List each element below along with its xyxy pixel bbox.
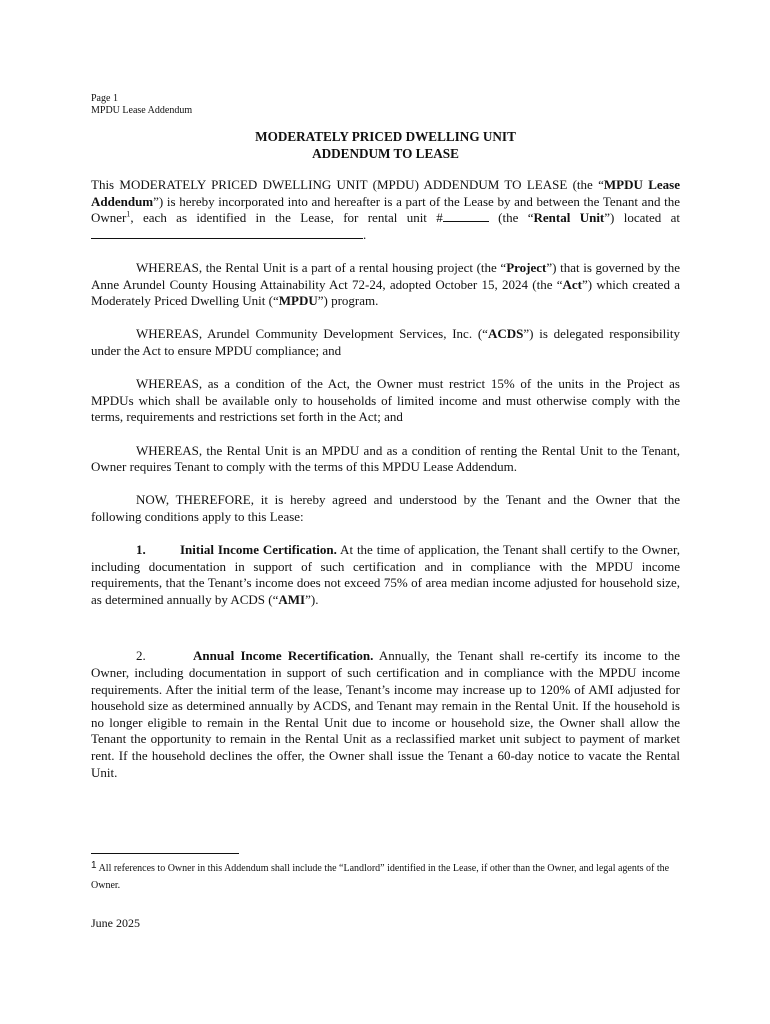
whereas-paragraph-4: WHEREAS, the Rental Unit is an MPDU and as a condition of renting the Rental Unit to the Tenant, Owner requires Tenant to comply with the terms of this MPDU Lease Addendum. [91,442,680,475]
rental-unit-address-blank[interactable] [91,227,363,239]
defined-term-project: Project [506,259,547,275]
defined-term-ami: AMI [278,591,306,607]
intro-text: (the “ [488,210,534,226]
intro-text: ”) located at [604,210,681,226]
intro-text: , each as identified in the Lease, for rental unit # [130,210,443,226]
defined-term-act: Act [562,276,583,292]
page-footer-date: June 2025 [91,916,140,930]
defined-term-rental-unit: Rental Unit [533,210,605,226]
intro-text: ”) is hereby incorporated into and hereafter is a part of the Lease by and between the Tenant and the Owner [91,193,680,226]
footnote-mark: 1 [91,860,97,871]
defined-term-mpdu: MPDU [278,293,318,309]
defined-term-mpdu-lease-addendum: MPDU Lease Addendum [91,177,680,209]
section-text: Annually, the Tenant shall re-certify its income to the Owner, including documentation in support of such certification and in compliance with the MPDU income requirements. After the initial term of the lease, Tenant’s income may increase up to 120% of AMI adjusted for household size as determined annually by ACDS, and Tenant may remain in the Rental Unit. If the household is no longer eligible to remain in the Rental Unit due to income or household size, the Owner shall allow the Tenant the opportunity to remain in the Rental Unit as a reclassified market unit subject to payment of market rent. If the household declines the offer, the Owner shall issue the Tenant a 60-day notice to vacate the Rental Unit. [91,648,680,780]
section-heading: Annual Income Recertification. [193,648,374,664]
section-text: At the time of application, the Tenant shall certify to the Owner, including documentation in support of such certification and in compliance with the MPDU income requirements, that the Tenant’s income does not exceed 75% of area median income adjusted for household size, as determined annually by ACDS (“ [91,542,680,607]
section-1-initial-income-certification [91,542,680,608]
page-number: Page 1 [91,93,118,104]
now-therefore-paragraph: NOW, THEREFORE, it is hereby agreed and understood by the Tenant and the Owner that the following conditions apply to this Lease: [91,492,680,524]
document-short-title: MPDU Lease Addendum [91,105,193,116]
whereas-text: WHEREAS, Arundel Community Development Services, Inc. (“ [136,326,488,342]
whereas-text: ”) is delegated responsibility under the Act to ensure MPDU compliance; and [91,326,680,358]
intro-text: This MODERATELY PRICED DWELLING UNIT (MPDU) ADDENDUM TO LEASE (the “ [91,177,604,192]
intro-text: . [363,226,367,242]
whereas-paragraph-1 [91,260,680,310]
footnote-text: All references to Owner in this Addendum shall include the “Landlord” identified in the Lease, if other than the Owner, and legal agents of the Owner. [91,863,670,891]
document-body [91,177,680,798]
page-header [91,93,192,117]
section-text: ”). [305,591,319,607]
whereas-paragraph-3: WHEREAS, as a condition of the Act, the Owner must restrict 15% of the units in the Project as MPDUs which shall be available only to households of limited income and must otherwise comply with the terms, requirements and restrictions set forth in the Act; and [91,376,680,425]
document-title [91,128,680,162]
footnote [91,857,680,894]
title-line-1: MODERATELY PRICED DWELLING UNIT [255,129,516,144]
footnote-divider [91,853,239,854]
section-number: 2. [136,648,146,664]
whereas-text: ”) program. [317,293,379,309]
section-2-annual-income-recertification [91,648,680,781]
intro-paragraph [91,177,680,243]
whereas-text: WHEREAS, the Rental Unit is a part of a rental housing project (the “ [136,259,507,275]
title-line-2: ADDENDUM TO LEASE [312,146,459,161]
whereas-text: ”) that is governed by the Anne Arundel County Housing Attainability Act 72-24, adopted October 15, 2024 (the “ [91,259,680,292]
section-number: 1. [136,542,146,558]
footnote-reference[interactable]: 1 [126,209,131,219]
rental-unit-number-blank[interactable] [443,210,489,222]
defined-term-acds: ACDS [487,326,524,342]
whereas-paragraph-2 [91,326,680,359]
section-heading: Initial Income Certification. [180,542,337,558]
whereas-text: ”) which created a Moderately Priced Dwelling Unit (“ [91,276,680,309]
